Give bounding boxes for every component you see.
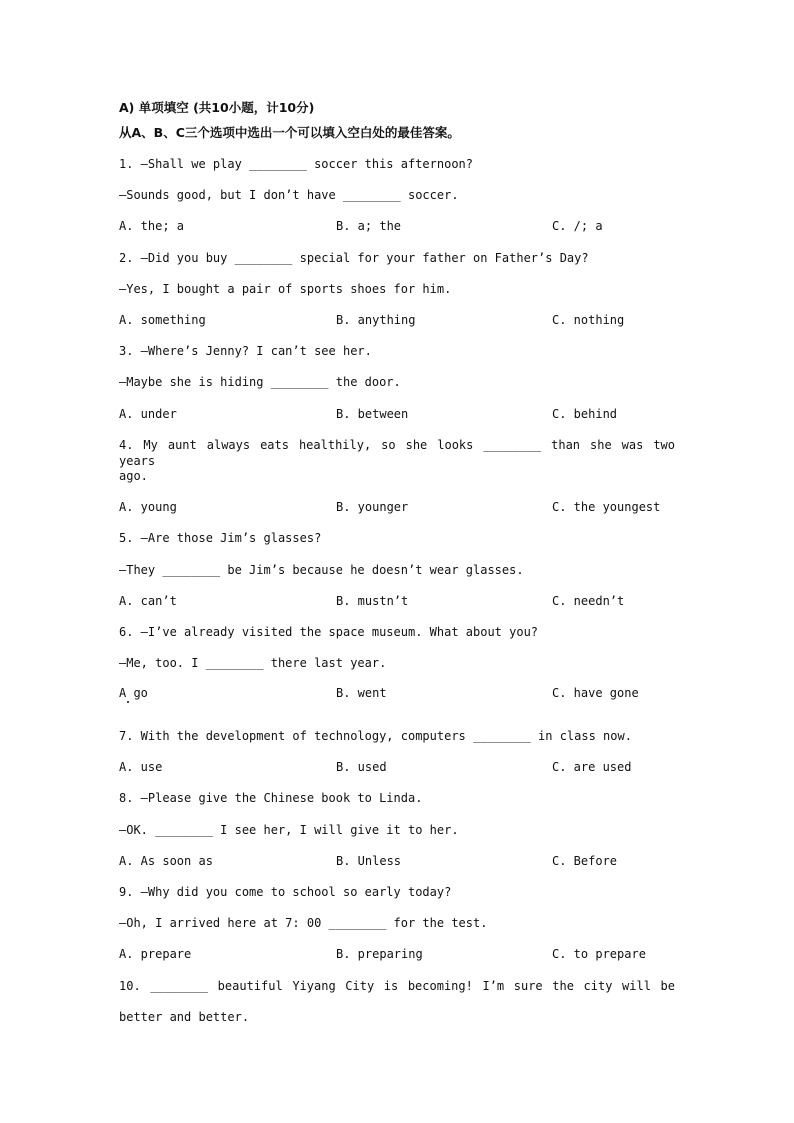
question-line: 2. —Did you buy ________ special for your father on Father’s Day? [119, 251, 589, 265]
option-a: A go [119, 686, 148, 700]
question-line: —Oh, I arrived here at 7: 00 ________ for the test. [119, 916, 488, 930]
question-line: 1. —Shall we play ________ soccer this afternoon? [119, 157, 474, 171]
question-line: 9. —Why did you come to school so early today? [119, 885, 452, 899]
option-b: B. went [336, 686, 387, 700]
question-line: 7. With the development of technology, computers ________ in class now. [119, 729, 632, 743]
question-line: better and better. [119, 1010, 250, 1024]
option-c: C. the youngest [552, 500, 661, 514]
question-line: 4. My aunt always eats healthily, so she looks ________ than she was two years [119, 438, 675, 468]
option-c: C. behind [552, 407, 618, 421]
option-c: C. have gone [552, 686, 639, 700]
option-a: A. As soon as [119, 854, 213, 868]
option-a: A. prepare [119, 947, 192, 961]
stray-dot [127, 701, 129, 703]
option-a: A. something [119, 313, 206, 327]
option-c: C. nothing [552, 313, 625, 327]
option-a: A. can’t [119, 594, 177, 608]
question-line: —Maybe she is hiding ________ the door. [119, 375, 401, 389]
option-c: C. needn’t [552, 594, 625, 608]
question-line: 6. —I’ve already visited the space museum. What about you? [119, 625, 539, 639]
option-c: C. Before [552, 854, 618, 868]
section-title: A) 单项填空 (共10小题，计10分) [119, 100, 315, 115]
option-c: C. are used [552, 760, 632, 774]
option-a: A. use [119, 760, 163, 774]
option-b: B. younger [336, 500, 409, 514]
question-line: ago. [119, 469, 148, 483]
option-c: C. /; a [552, 219, 603, 233]
option-a: A. the; a [119, 219, 185, 233]
question-line: 8. —Please give the Chinese book to Linda. [119, 791, 423, 805]
option-c: C. to prepare [552, 947, 646, 961]
option-b: B. between [336, 407, 409, 421]
option-b: B. anything [336, 313, 416, 327]
option-b: B. mustn’t [336, 594, 409, 608]
question-line: —OK. ________ I see her, I will give it to her. [119, 823, 459, 837]
option-b: B. Unless [336, 854, 402, 868]
section-instruction: 从A、B、C三个选项中选出一个可以填入空白处的最佳答案。 [119, 125, 460, 140]
question-line: —Yes, I bought a pair of sports shoes for him. [119, 282, 452, 296]
question-line: —Sounds good, but I don’t have ________ soccer. [119, 188, 459, 202]
option-a: A. young [119, 500, 177, 514]
question-line: —Me, too. I ________ there last year. [119, 656, 387, 670]
option-b: B. used [336, 760, 387, 774]
question-line: 5. —Are those Jim’s glasses? [119, 531, 322, 545]
option-a: A. under [119, 407, 177, 421]
question-line: 3. —Where’s Jenny? I can’t see her. [119, 344, 372, 358]
question-line: 10. ________ beautiful Yiyang City is becoming! I’m sure the city will be [119, 979, 675, 993]
option-b: B. preparing [336, 947, 423, 961]
option-b: B. a; the [336, 219, 402, 233]
question-line: —They ________ be Jim’s because he doesn’t wear glasses. [119, 563, 524, 577]
